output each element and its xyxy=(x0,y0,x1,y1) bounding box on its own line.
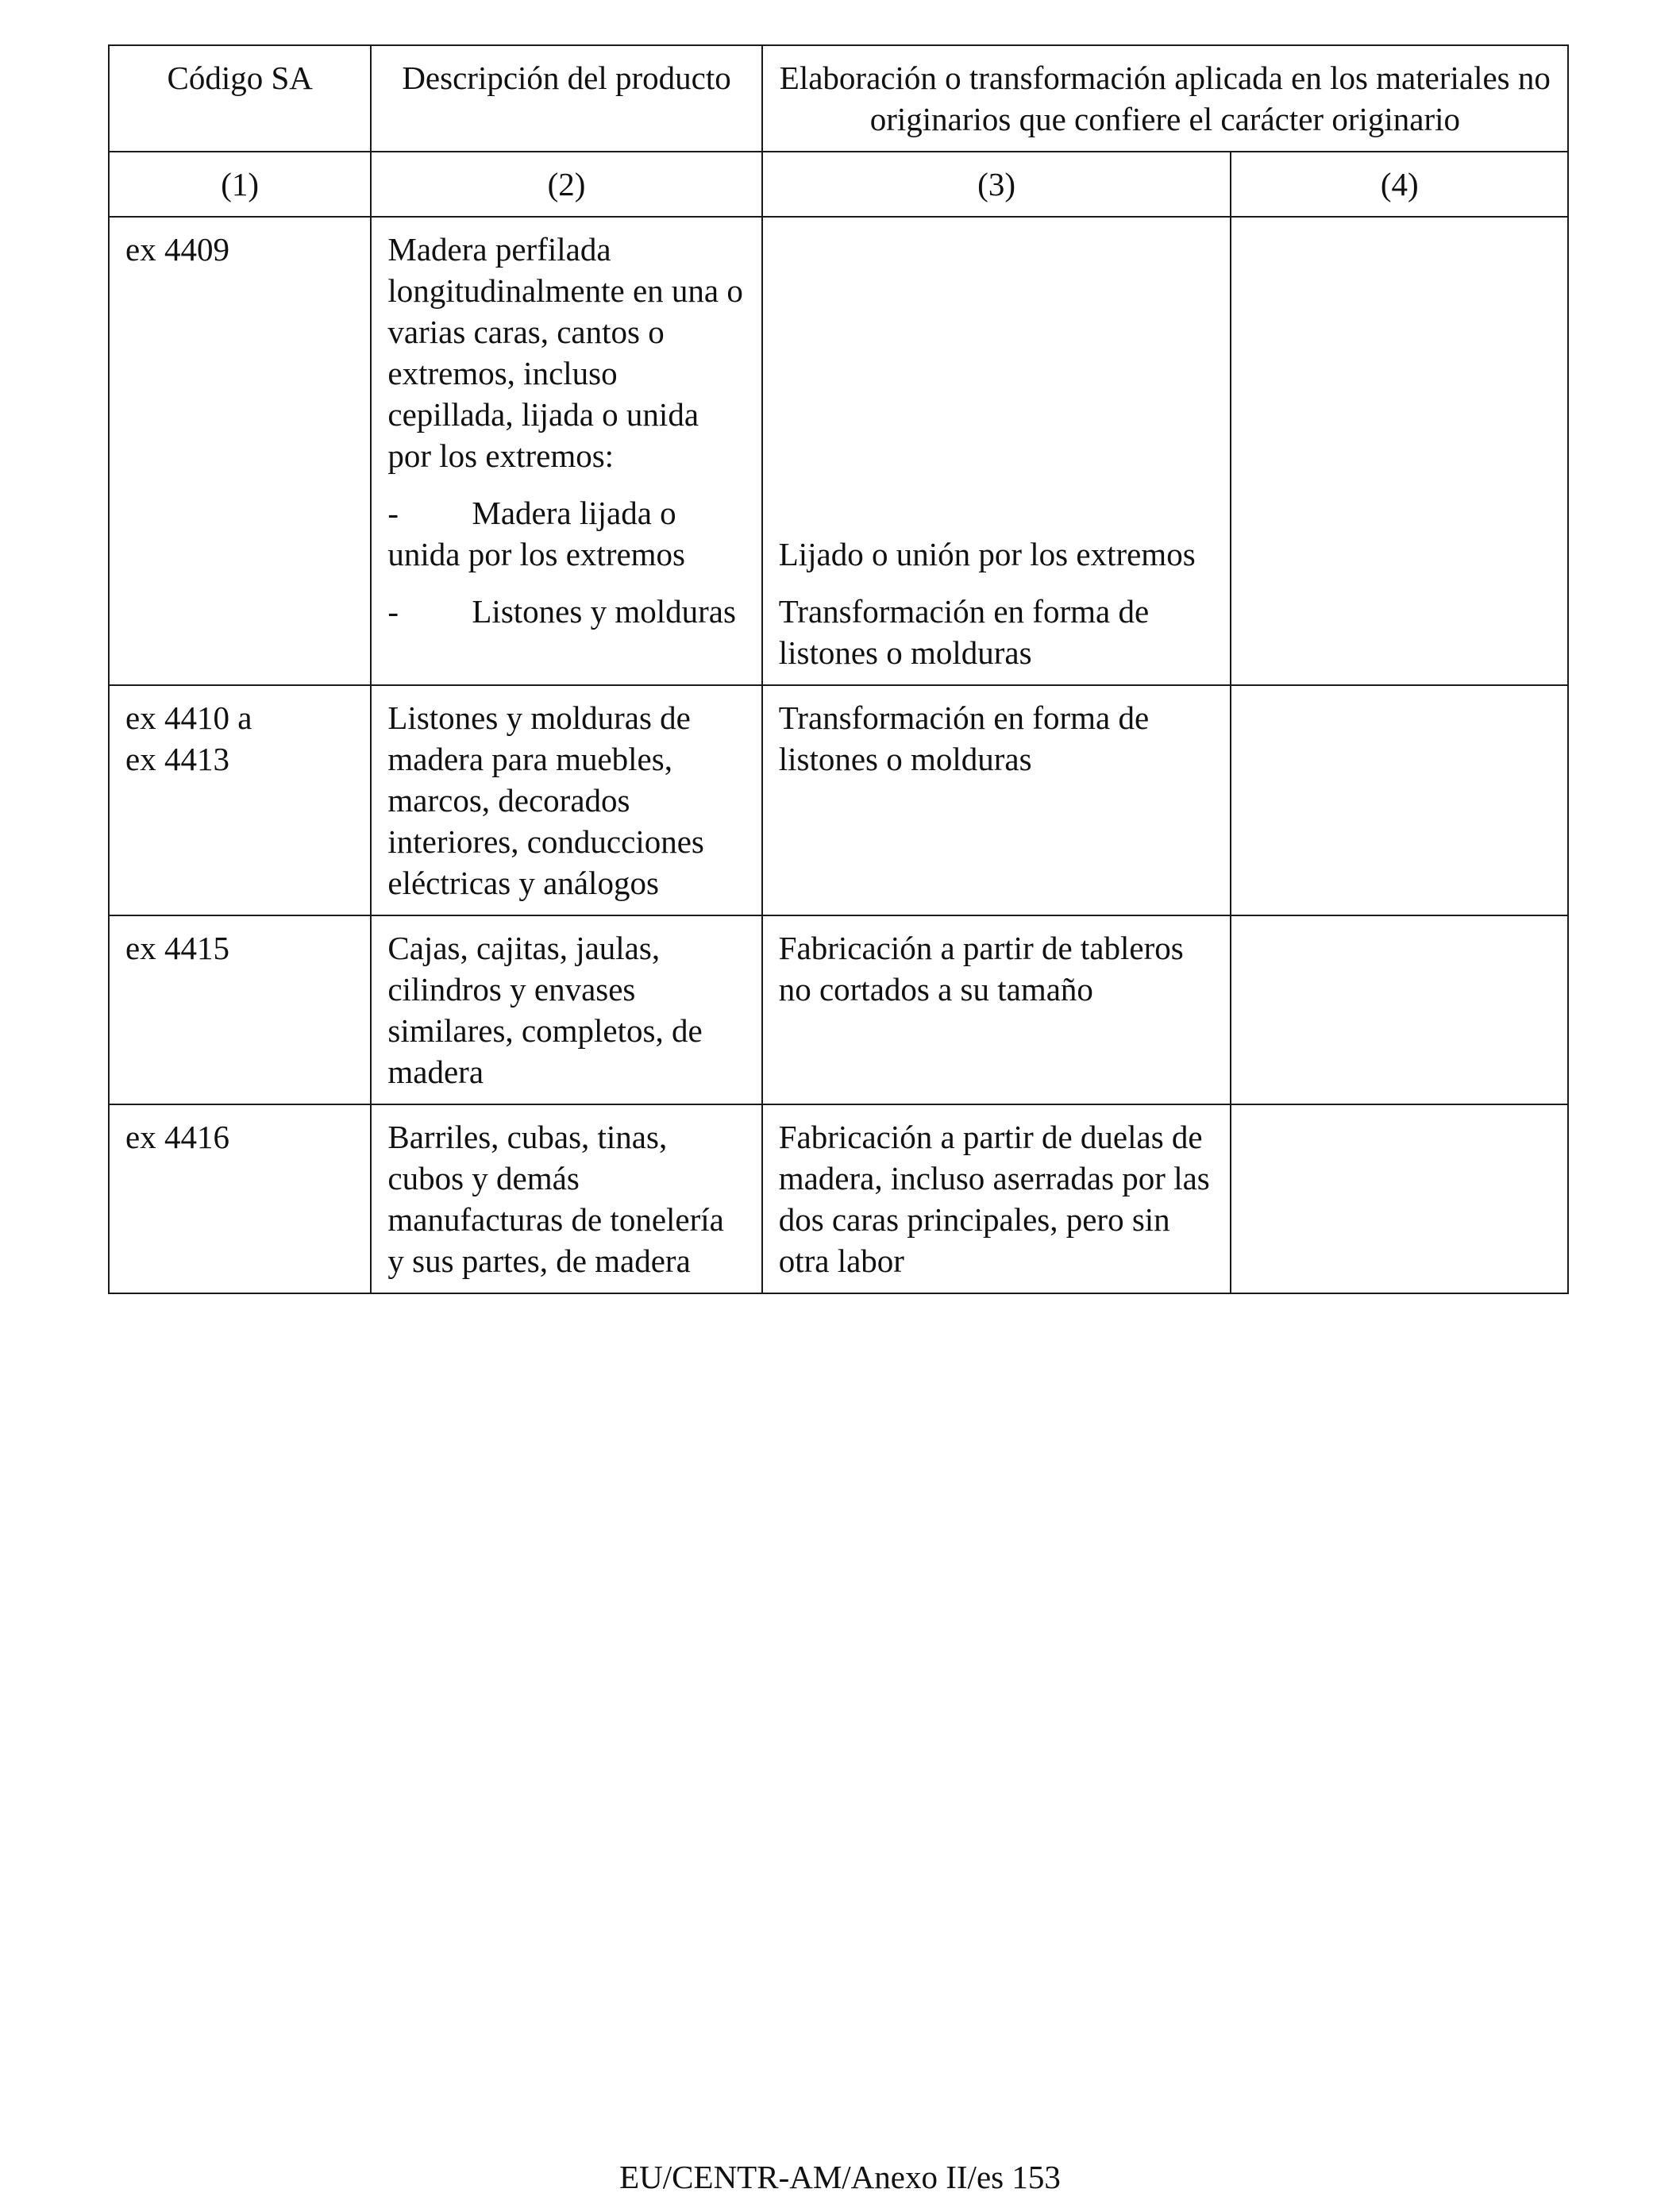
hs-code-cell xyxy=(109,685,371,915)
sub-description xyxy=(387,591,745,632)
processing-text: Transformación en forma de listones o molduras xyxy=(778,593,1150,671)
header-row xyxy=(109,45,1568,152)
column-number-3: (3) xyxy=(762,152,1231,217)
column-4-cell xyxy=(1231,685,1568,915)
column-4-cell xyxy=(1231,915,1568,1104)
hs-code-cell: ex 4416 xyxy=(109,1104,371,1293)
header-description: Descripción del producto xyxy=(371,45,761,152)
column-number-4: (4) xyxy=(1231,152,1568,217)
header-hs-code: Código SA xyxy=(109,45,371,152)
rules-of-origin-table xyxy=(108,44,1569,1294)
column-number-1: (1) xyxy=(109,152,371,217)
description-text: Madera perfilada longitudinalmente en una o varias caras, cantos o extremos, incluso cepillada, lijada o unida por los extremos: xyxy=(387,231,743,474)
processing-cell: Fabricación a partir de duelas de madera, incluso aserradas por las dos caras principales, pero sin otra labor xyxy=(762,1104,1231,1293)
description-cell: Cajas, cajitas, jaulas, cilindros y envases similares, completos, de madera xyxy=(371,915,761,1104)
hs-code-cell: ex 4409 xyxy=(109,217,371,685)
table-row xyxy=(109,915,1568,1104)
table-row xyxy=(109,1104,1568,1293)
description-cell: Barriles, cubas, tinas, cubos y demás manufacturas de tonelería y sus partes, de madera xyxy=(371,1104,761,1293)
processing-text: Lijado o unión por los extremos xyxy=(778,536,1196,572)
description-cell: Listones y molduras de madera para muebles, marcos, decorados interiores, conducciones eléctricas y análogos xyxy=(371,685,761,915)
processing-cell: Transformación en forma de listones o molduras xyxy=(762,685,1231,915)
hs-code-line: ex 4413 xyxy=(125,741,229,777)
processing-cell: Fabricación a partir de tableros no cortados a su tamaño xyxy=(762,915,1231,1104)
hs-code-cell: ex 4415 xyxy=(109,915,371,1104)
column-4-cell xyxy=(1231,1104,1568,1293)
hs-code-line: ex 4410 a xyxy=(125,699,252,736)
processing-cell xyxy=(762,217,1231,685)
sub-description-text: Listones y molduras xyxy=(472,593,736,630)
description-cell xyxy=(371,217,761,685)
sub-description-text: Madera lijada o unida por los extremos xyxy=(387,495,686,572)
page-footer: EU/CENTR-AM/Anexo II/es 153 xyxy=(619,2159,1061,2195)
column-number-2: (2) xyxy=(371,152,761,217)
sub-description xyxy=(387,492,745,575)
table-row xyxy=(109,217,1568,685)
dash-marker: - xyxy=(387,495,399,531)
dash-marker: - xyxy=(387,593,399,630)
column-number-row xyxy=(109,152,1568,217)
header-processing: Elaboración o transformación aplicada en los materiales no originarios que confiere el carácter originario xyxy=(762,45,1568,152)
table-row xyxy=(109,685,1568,915)
column-4-cell xyxy=(1231,217,1568,685)
